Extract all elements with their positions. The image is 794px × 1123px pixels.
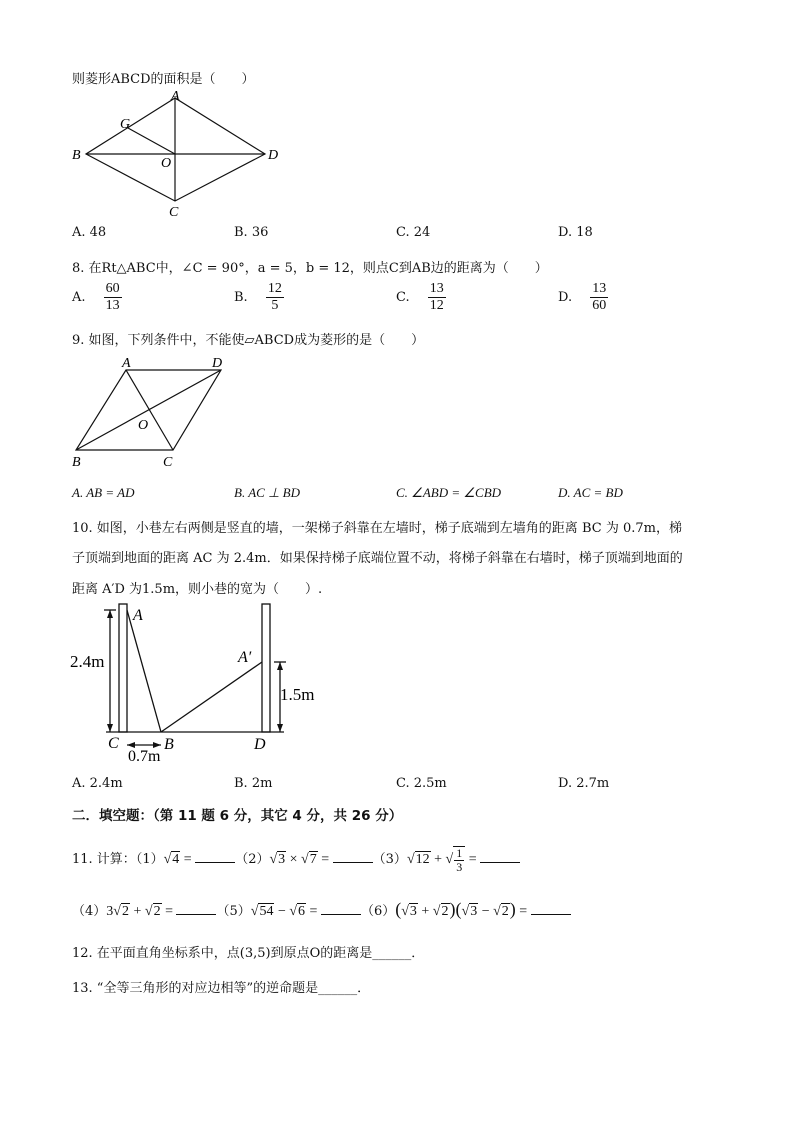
label-a: A	[133, 607, 143, 624]
q10-line-3: 距离 A′D 为1.5m，则小巷的宽为（ ）.	[72, 582, 323, 597]
q8-option-d[interactable]	[558, 281, 608, 314]
label-b: B	[164, 736, 174, 753]
label-d: D	[212, 356, 223, 371]
q9-option-a[interactable]: A. AB = AD	[72, 485, 135, 500]
label-o: O	[161, 156, 172, 171]
q8-option-a[interactable]	[72, 281, 122, 314]
q13-text: 13. “全等三角形的对应边相等”的逆命题是______．	[72, 981, 371, 996]
q10-option-c[interactable]: C. 2.5m	[396, 776, 447, 791]
q8-option-b[interactable]	[234, 281, 284, 314]
label-c: C	[169, 205, 179, 220]
rhombus-figure-q7	[68, 88, 288, 223]
q9-option-b[interactable]: B. AC ⊥ BD	[234, 485, 300, 500]
fraction: $\frac{60}{13}$	[105, 281, 120, 313]
q10-line-2: 子顶端到地面的距离 AC 为 2.4m．如果保持梯子底端位置不动，将梯子斜靠在右墙时，梯子顶端到地面的	[72, 551, 683, 566]
option-letter: C.	[396, 290, 410, 305]
label-d: D	[268, 148, 279, 163]
answer-blank[interactable]	[333, 850, 373, 863]
label-c: C	[108, 735, 119, 752]
label-a: A	[171, 89, 180, 104]
answer-blank[interactable]	[321, 902, 361, 915]
label-a-prime: A′	[238, 649, 252, 666]
answer-blank[interactable]	[176, 902, 216, 915]
label-b: B	[72, 148, 81, 163]
q7-option-c[interactable]: C. 24	[396, 225, 431, 240]
q7-option-d[interactable]: D. 18	[558, 225, 593, 240]
fraction: $\frac{13}{12}$	[429, 281, 444, 313]
q8-option-c[interactable]	[396, 281, 446, 314]
q10-option-a[interactable]: A. 2.4m	[72, 776, 123, 791]
q11-lead: 11. 计算：	[72, 852, 136, 868]
q9-option-c[interactable]: C. ∠ABD = ∠CBD	[396, 485, 502, 500]
q10-option-b[interactable]: B. 2m	[234, 776, 273, 791]
option-letter: B.	[234, 290, 248, 305]
q8-stem: 8. 在Rt△ABC中，∠C = 90°，a = 5，b = 12，则点C到AB边的距离为（ ）	[72, 261, 548, 276]
q7-option-a[interactable]: A. 48	[72, 225, 107, 240]
q9-stem: 9. 如图，下列条件中，不能使▱ABCD成为菱形的是（ ）	[72, 333, 425, 348]
label-o: O	[138, 418, 149, 433]
q9-option-d[interactable]: D. AC = BD	[558, 485, 623, 500]
fraction: $\frac{12}{5}$	[267, 281, 282, 313]
answer-blank[interactable]	[480, 850, 520, 863]
q10-line-1: 10. 如图，小巷左右两侧是竖直的墙，一架梯子斜靠在左墙时，梯子底端到左墙角的距离 BC 为 0.7m，梯	[72, 521, 682, 536]
section-title-fill-in: 二．填空题：（第 11 题 6 分，其它 4 分，共 26 分）	[72, 808, 403, 824]
label-height-left: 2.4m	[70, 652, 105, 671]
option-letter: A.	[72, 290, 86, 305]
fraction: $\frac{13}{60}$	[592, 281, 607, 313]
q11-line-1: 11. 计算：（1）√4 = （2）√3 × √7 = （3）√12 + √ $\frac{1}{3}$ =	[72, 846, 520, 874]
answer-blank[interactable]	[195, 850, 235, 863]
label-b: B	[72, 455, 81, 470]
q7-option-b[interactable]: B. 36	[234, 225, 269, 240]
ladder-figure-q10	[66, 598, 336, 770]
parallelogram-figure-q9	[68, 352, 238, 474]
q11-line-2: （4）3√2 + √2 = （5）√54 − √6 = （6）(√3 + √2)(√3 − √2) =	[72, 899, 571, 920]
q12-text: 12. 在平面直角坐标系中，点(3,5)到原点O的距离是______．	[72, 946, 425, 961]
label-g: G	[120, 117, 131, 132]
q10-option-d[interactable]: D. 2.7m	[558, 776, 610, 791]
label-height-right: 1.5m	[280, 685, 315, 704]
answer-blank[interactable]	[531, 902, 571, 915]
q7-stem: 则菱形ABCD的面积是（ ）	[72, 72, 255, 87]
label-a: A	[122, 356, 131, 371]
option-letter: D.	[558, 290, 573, 305]
label-d: D	[254, 736, 266, 753]
label-width: 0.7m	[128, 748, 161, 765]
label-c: C	[163, 455, 173, 470]
